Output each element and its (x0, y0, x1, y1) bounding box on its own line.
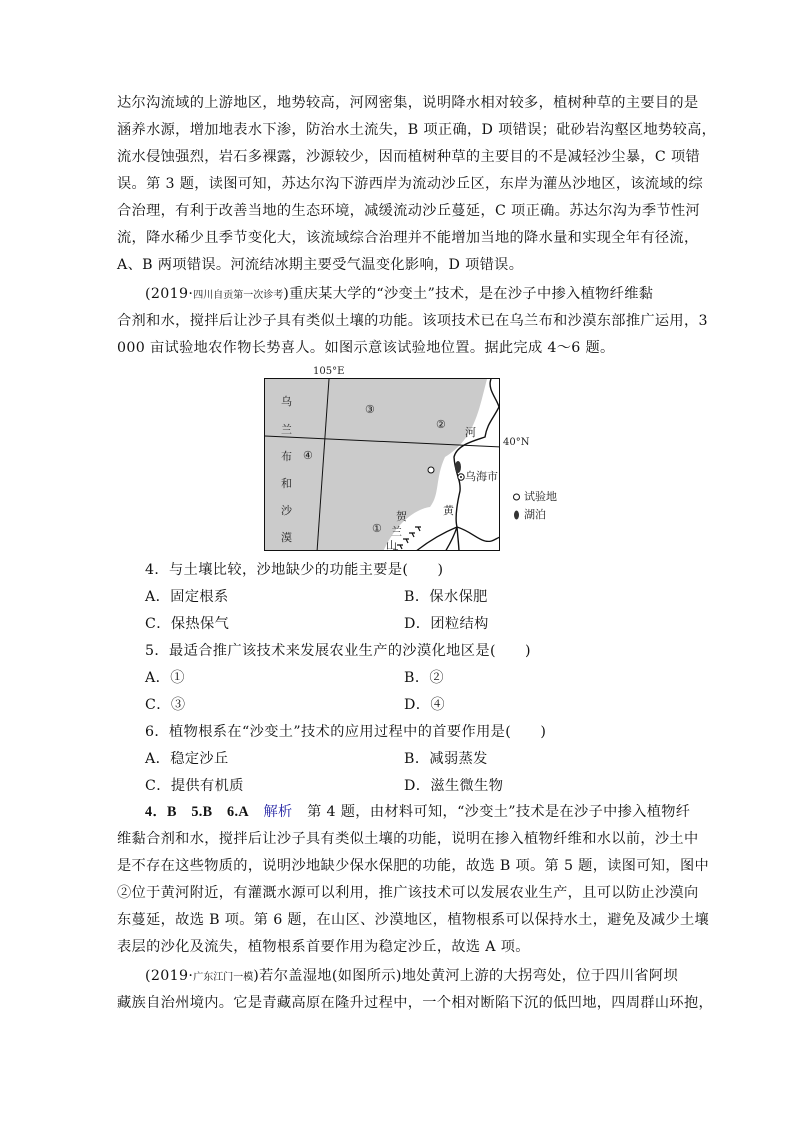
text-line: 是不存在这些物质的，说明沙地缺少保水保肥的功能，故选 B 项。第 5 题，读图可知，图中 (117, 858, 710, 874)
option-a: A．① (145, 670, 185, 686)
desert-name-char: 和 (281, 477, 292, 490)
region-marker-1: ① (372, 522, 382, 535)
text-line: 东蔓延，故选 B 项。第 6 题，在山区、沙漠地区，植物根系可以保持水土，避免及减少土壤 (117, 912, 710, 928)
material-text: 若尔盖湿地(如图所示)地处黄河上游的大拐弯处，位于四川省阿坝 (259, 968, 678, 984)
desert-name-char: 兰 (281, 423, 292, 436)
answer-keys: 4．B 5.B 6.A (145, 804, 249, 820)
option-a: A．稳定沙丘 (145, 751, 229, 767)
region-marker-4: ④ (303, 449, 313, 462)
option-d: D．④ (404, 697, 445, 713)
legend-symbols (512, 492, 522, 522)
text-line: 藏族自治州境内。它是青藏高原在隆升过程中，一个相对断陷下沉的低凹地，四周群山环抱， (117, 995, 714, 1011)
text-line: 误。第 3 题，读图可知，苏达尔沟下游西岸为流动沙丘区，东岸为灌丛沙地区，该流域的综 (117, 176, 704, 192)
option-c: C．③ (145, 697, 186, 713)
option-c: C．提供有机质 (145, 778, 244, 794)
text-line: 流，降水稀少且季节变化大，该流域综合治理并不能增加当地的降水量和实现全年有径流， (117, 230, 699, 246)
lake-icon (514, 511, 519, 520)
source-prefix: (2019· (145, 286, 194, 302)
legend-label: 试验地 (524, 490, 557, 503)
longitude-label: 105°E (313, 366, 345, 377)
mountain-label: 兰 (391, 525, 402, 538)
latitude-label: 40°N (503, 437, 530, 448)
text-line: 涵养水源，增加地表水下渗，防治水土流失，B 项正确，D 项错误；砒砂岩沟壑区地势较高， (117, 122, 717, 138)
text-line: ②位于黄河附近，有灌溉水源可以利用，推广该技术可以发展农业生产，且可以防止沙漠向 (117, 885, 699, 901)
option-b: B．减弱蒸发 (404, 751, 488, 767)
mountain-label: 山 (386, 539, 397, 551)
map-frame (264, 378, 500, 551)
option-b: B．保水保肥 (404, 589, 488, 605)
source-prefix: (2019· (145, 968, 194, 984)
river-label: 河 (465, 426, 476, 439)
text-line (145, 802, 691, 822)
region-marker-3: ③ (365, 403, 375, 416)
map-graphic (265, 379, 500, 551)
option-c: C．保热保气 (145, 616, 230, 632)
text-line: 合剂和水，搅拌后让沙子具有类似土壤的功能。该项技术已在乌兰布和沙漠东部推广运用，3 (117, 313, 708, 329)
desert-name-char: 乌 (281, 395, 292, 408)
text-line (145, 966, 679, 988)
explanation-text: 第 4 题，由材料可知，“沙变土”技术是在沙子中掺入植物纤 (307, 804, 691, 820)
material-text: 重庆某大学的“沙变土”技术，是在沙子中掺入植物纤维黏 (289, 286, 654, 302)
text-line (145, 284, 679, 306)
region-marker-2: ② (436, 418, 446, 431)
source-suffix: ) (253, 968, 260, 984)
option-d: D．团粒结构 (404, 616, 489, 632)
source-label: 四川自贡第一次诊考 (193, 290, 284, 301)
option-d: D．滋生微生物 (404, 778, 504, 794)
question-stem: 6．植物根系在“沙变土”技术的应用过程中的首要作用是( ) (145, 724, 547, 740)
text-line: 000 亩试验地农作物长势喜人。如图示意该试验地位置。据此完成 4～6 题。 (117, 340, 615, 356)
question-stem: 4．与土壤比较，沙地缺少的功能主要是( ) (145, 562, 444, 578)
river-label: 黄 (443, 504, 454, 517)
text-line: 维黏合剂和水，搅拌后让沙子具有类似土壤的功能，说明在掺入植物纤维和水以前，沙土中 (117, 831, 699, 847)
desert-name-char: 沙 (281, 504, 292, 517)
mountain-label: 贺 (396, 510, 407, 523)
text-line: 流水侵蚀强烈，岩石多裸露，沙源较少，因而植树种草的主要目的不是减轻沙尘暴，C 项错 (117, 149, 701, 165)
option-a: A．固定根系 (145, 589, 229, 605)
source-suffix: ) (283, 286, 290, 302)
text-line: 合治理，有利于改善当地的生态环境，减缓流动沙丘蔓延，C 项正确。苏达尔沟为季节性河 (117, 203, 701, 219)
text-line: 表层的沙化及流失，植物根系首要作用为稳定沙丘，故选 A 项。 (117, 939, 530, 955)
option-b: B．② (404, 670, 445, 686)
source-label: 广东江门一模 (193, 972, 254, 983)
text-line: 达尔沟流域的上游地区，地势较高，河网密集，说明降水相对较多，植树种草的主要目的是 (117, 95, 699, 111)
city-label: 乌海市 (465, 470, 498, 483)
desert-name-char: 漠 (281, 531, 292, 544)
legend-label: 湖泊 (524, 508, 546, 521)
desert-name-char: 布 (281, 450, 292, 463)
explanation-label: 解析 (263, 804, 293, 820)
test-site-icon (514, 494, 520, 500)
question-stem: 5．最适合推广该技术来发展农业生产的沙漠化地区是( ) (145, 643, 531, 659)
text-line: A、B 两项错误。河流结冰期主要受气温变化影响，D 项错误。 (117, 257, 524, 273)
